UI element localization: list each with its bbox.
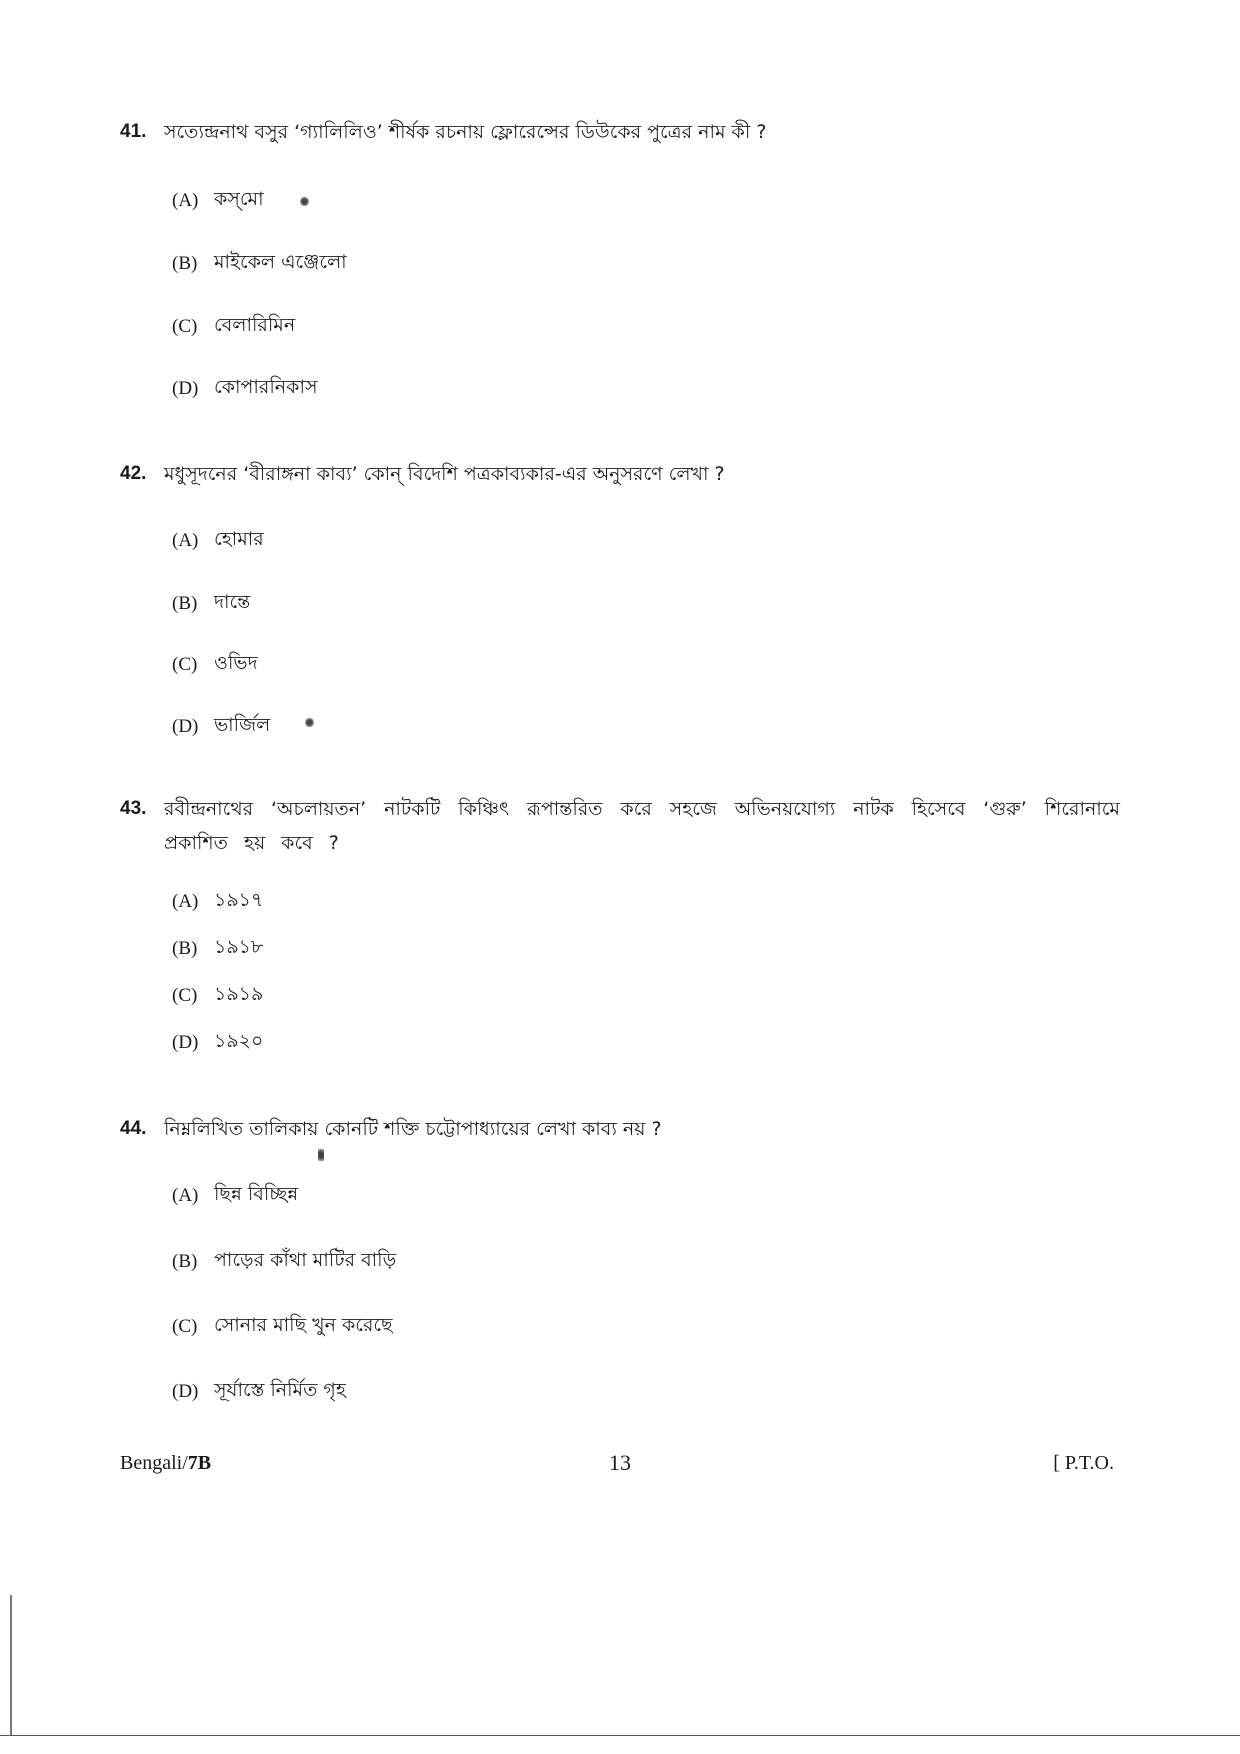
question-43 <box>120 792 1120 1053</box>
option-a <box>172 1180 298 1212</box>
option-text: বেলারিমিন <box>214 314 296 336</box>
question-text: সত্যেন্দ্রনাথ বসুর ‘গ্যালিলিও’ শীর্ষক রচনায় ফ্লোরেন্সের ডিউকের পুত্রের নাম কী ? <box>164 121 767 143</box>
option-label: (A) <box>172 891 199 912</box>
option-text: সূর্যাস্তে নির্মিত গৃহ <box>214 1379 346 1401</box>
left-margin-line <box>10 1595 12 1735</box>
option-label: (C) <box>172 1316 198 1337</box>
option-c <box>172 649 258 681</box>
question-number: 41. <box>120 121 147 142</box>
option-label: (A) <box>172 1185 199 1206</box>
option-label: (C) <box>172 654 198 675</box>
option-label: (B) <box>172 253 198 274</box>
question-42 <box>120 457 1120 737</box>
option-text: হোমার <box>214 528 264 550</box>
option-text: পাড়ের কাঁথা মাটির বাড়ি <box>214 1249 397 1271</box>
question-number: 43. <box>120 798 147 819</box>
question-text: রবীন্দ্রনাথের ‘অচলায়তন’ নাটকটি কিঞ্চিৎ রূপান্তরিত করে সহজে অভিনয়যোগ্য নাটক হিসেবে ‘গুরু’ শিরোনামে প্রকাশিত হয় কবে ? <box>164 798 1120 854</box>
option-text: ১৯১৮ <box>214 936 264 958</box>
option-label: (A) <box>172 530 199 551</box>
option-c <box>172 1311 393 1343</box>
option-label: (B) <box>172 593 198 614</box>
option-label: (D) <box>172 1032 199 1053</box>
option-a <box>172 525 264 557</box>
option-a <box>172 185 264 217</box>
option-d <box>172 373 318 405</box>
question-number: 42. <box>120 463 147 484</box>
option-text: ১৯১৯ <box>214 983 264 1005</box>
option-label: (D) <box>172 1381 199 1402</box>
option-b <box>172 588 250 620</box>
option-b <box>172 933 263 965</box>
option-text: ১৯১৭ <box>214 889 264 911</box>
pto-label: [ P.T.O. <box>1053 1452 1114 1474</box>
option-text: কস্‌মো <box>214 188 264 210</box>
option-text: ওভিদ <box>214 652 258 674</box>
scan-speck <box>300 196 309 207</box>
question-41 <box>120 115 1120 399</box>
option-text: মাইকেল এঞ্জেলো <box>214 251 347 273</box>
option-label: (D) <box>172 378 199 399</box>
option-b <box>172 248 347 280</box>
question-header <box>120 792 1120 860</box>
scan-speck <box>318 1146 324 1164</box>
option-label: (A) <box>172 190 199 211</box>
question-number: 44. <box>120 1118 147 1139</box>
option-d <box>172 711 270 743</box>
option-a <box>172 886 263 918</box>
option-d <box>172 1027 263 1059</box>
question-text: নিম্নলিখিত তালিকায় কোনটি শক্তি চট্টোপাধ্যায়ের লেখা কাব্য নয় ? <box>164 1118 662 1140</box>
option-label: (B) <box>172 1251 198 1272</box>
subject-name: Bengali/ <box>120 1452 188 1474</box>
question-header <box>120 1112 1120 1146</box>
option-c <box>172 311 295 343</box>
option-text: ছিন্ন বিচ্ছিন্ন <box>214 1183 299 1205</box>
question-header <box>120 457 1120 491</box>
option-text: ভার্জিল <box>214 714 271 736</box>
option-text: সোনার মাছি খুন করেছে <box>214 1314 393 1336</box>
option-c <box>172 980 263 1012</box>
option-b <box>172 1246 396 1278</box>
option-text: কোপারনিকাস <box>214 376 318 398</box>
bottom-divider <box>0 1735 1240 1736</box>
question-text: মধুসূদনের ‘বীরাঙ্গনা কাব্য’ কোন্ বিদেশি পত্রকাব্যকার-এর অনুসরণে লেখা ? <box>164 463 725 485</box>
option-label: (C) <box>172 985 198 1006</box>
option-label: (D) <box>172 716 199 737</box>
page-number: 13 <box>609 1450 631 1475</box>
question-44 <box>120 1112 1120 1402</box>
question-header <box>120 115 1120 149</box>
option-label: (B) <box>172 938 198 959</box>
option-text: ১৯২০ <box>214 1030 264 1052</box>
paper-code: 7B <box>187 1452 212 1474</box>
option-label: (C) <box>172 316 198 337</box>
scan-speck <box>305 717 314 728</box>
option-d <box>172 1376 346 1408</box>
option-text: দান্তে <box>214 591 251 613</box>
